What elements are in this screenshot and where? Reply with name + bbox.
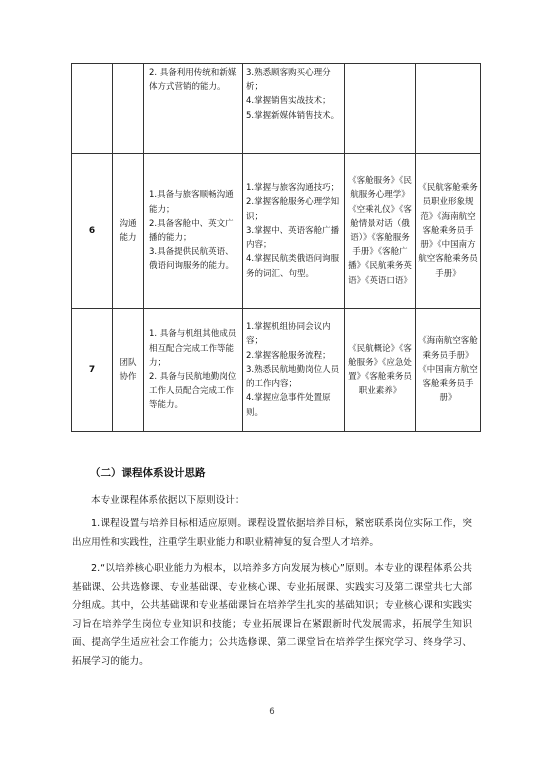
ability-item: 1. 具备与机组其他成员相互配合完成工作等能力； bbox=[149, 329, 237, 368]
knowledge-item: 4.掌握销售实战技术； bbox=[246, 96, 331, 107]
ability-requirements bbox=[144, 309, 243, 432]
ability-item: 1.具备与旅客顺畅沟通能力； bbox=[149, 190, 234, 215]
knowledge-item: 1.掌握机组协同会议内容； bbox=[246, 322, 331, 347]
body-paragraph: 1.课程设置与培养目标相适应原则。课程设置依据培养目标，紧密联系岗位实际工作，突出应用性和实践性，注重学生职业能力和职业精神复的复合型人才培养。 bbox=[72, 518, 472, 548]
section-title: （二）课程体系设计思路 bbox=[90, 467, 206, 479]
ability-item: 2.具备客舱中、英文广播的能力； bbox=[149, 218, 234, 243]
knowledge-requirements bbox=[243, 309, 345, 432]
body-paragraph: 本专业课程体系依据以下原则设计： bbox=[91, 495, 245, 506]
curriculum-table bbox=[71, 63, 481, 432]
row-number: 6 bbox=[72, 154, 113, 309]
course-books: 《客舱服务》《民航服务心理学》《空乘礼仪》《客舱情景对话（俄语）》《客舱服务手册》《客舱广播》《民航乘务英语》《英语口语》 bbox=[345, 154, 416, 309]
ability-dimension: 团队协作 bbox=[113, 309, 144, 432]
knowledge-item: 4.掌握民航类俄语问询服务的词汇、句型。 bbox=[246, 254, 340, 279]
table-row bbox=[72, 64, 481, 154]
page-number: 6 bbox=[269, 707, 275, 717]
knowledge-item: 3.熟悉顾客购买心理分析； bbox=[246, 68, 331, 93]
course-books: 《民航概论》《客舱服务》《应急处置》《客舱乘务员职业素养》 bbox=[345, 309, 416, 432]
knowledge-item: 5.掌握新媒体销售技术。 bbox=[246, 110, 340, 121]
ability-item: 3.具备提供民航英语、俄语问询服务的能力。 bbox=[149, 247, 235, 272]
table-row bbox=[72, 154, 481, 309]
knowledge-requirements bbox=[243, 154, 345, 309]
body-paragraph: 2.“以培养核心职业能力为根本，以培养多方向发展为核心”原则。本专业的课程体系公共基础课、公共选修课、专业基础课、专业核心课、专业拓展课、实践实习及第二课堂共七大部分组成。其中，公共基础课和专业基础课旨在培养学生扎实的基础知识；专业核心课和实践实习旨在培养学生岗位专业知识和技能；专业拓展课旨在紧跟新时代发展需求，拓展学生知识面、提高学生适应社会工作能力；公共选修课、第二课堂旨在培养学生探究学习、终身学习、拓展学习的能力。 bbox=[72, 563, 472, 667]
knowledge-item: 4.掌握应急事件处置原则。 bbox=[246, 393, 331, 418]
knowledge-item: 3.掌握中、英语客舱广播内容； bbox=[246, 225, 340, 251]
course-books bbox=[345, 64, 416, 154]
knowledge-item: 3.熟悉民航地勤岗位人员的工作内容； bbox=[246, 364, 340, 390]
ability-requirements bbox=[144, 154, 243, 309]
ability-item: 2. 具备与民航地勤岗位工作人员配合完成工作等能力。 bbox=[149, 372, 237, 411]
ability-dimension bbox=[113, 64, 144, 154]
ability-dimension: 沟通能力 bbox=[113, 154, 144, 309]
table-row bbox=[72, 309, 481, 432]
reference-books bbox=[416, 64, 481, 154]
ability-requirements bbox=[144, 64, 243, 154]
reference-books: 《海南航空客舱乘务员手册》《中国南方航空客舱乘务员手册》 bbox=[416, 309, 481, 432]
knowledge-item: 1.掌握与旅客沟通技巧； bbox=[246, 183, 340, 194]
knowledge-requirements bbox=[243, 64, 345, 154]
row-number bbox=[72, 64, 113, 154]
knowledge-item: 2.掌握客舱服务流程； bbox=[246, 350, 331, 361]
ability-item: 2. 具备利用传统和新媒体方式营销的能力。 bbox=[149, 68, 237, 93]
knowledge-item: 2.掌握客舱服务心理学知识； bbox=[246, 197, 340, 222]
row-number: 7 bbox=[72, 309, 113, 432]
reference-books: 《民航客舱乘务员职业形象规范》《海南航空客舱乘务员手册》《中国南方航空客舱乘务员手册》 bbox=[416, 154, 481, 309]
